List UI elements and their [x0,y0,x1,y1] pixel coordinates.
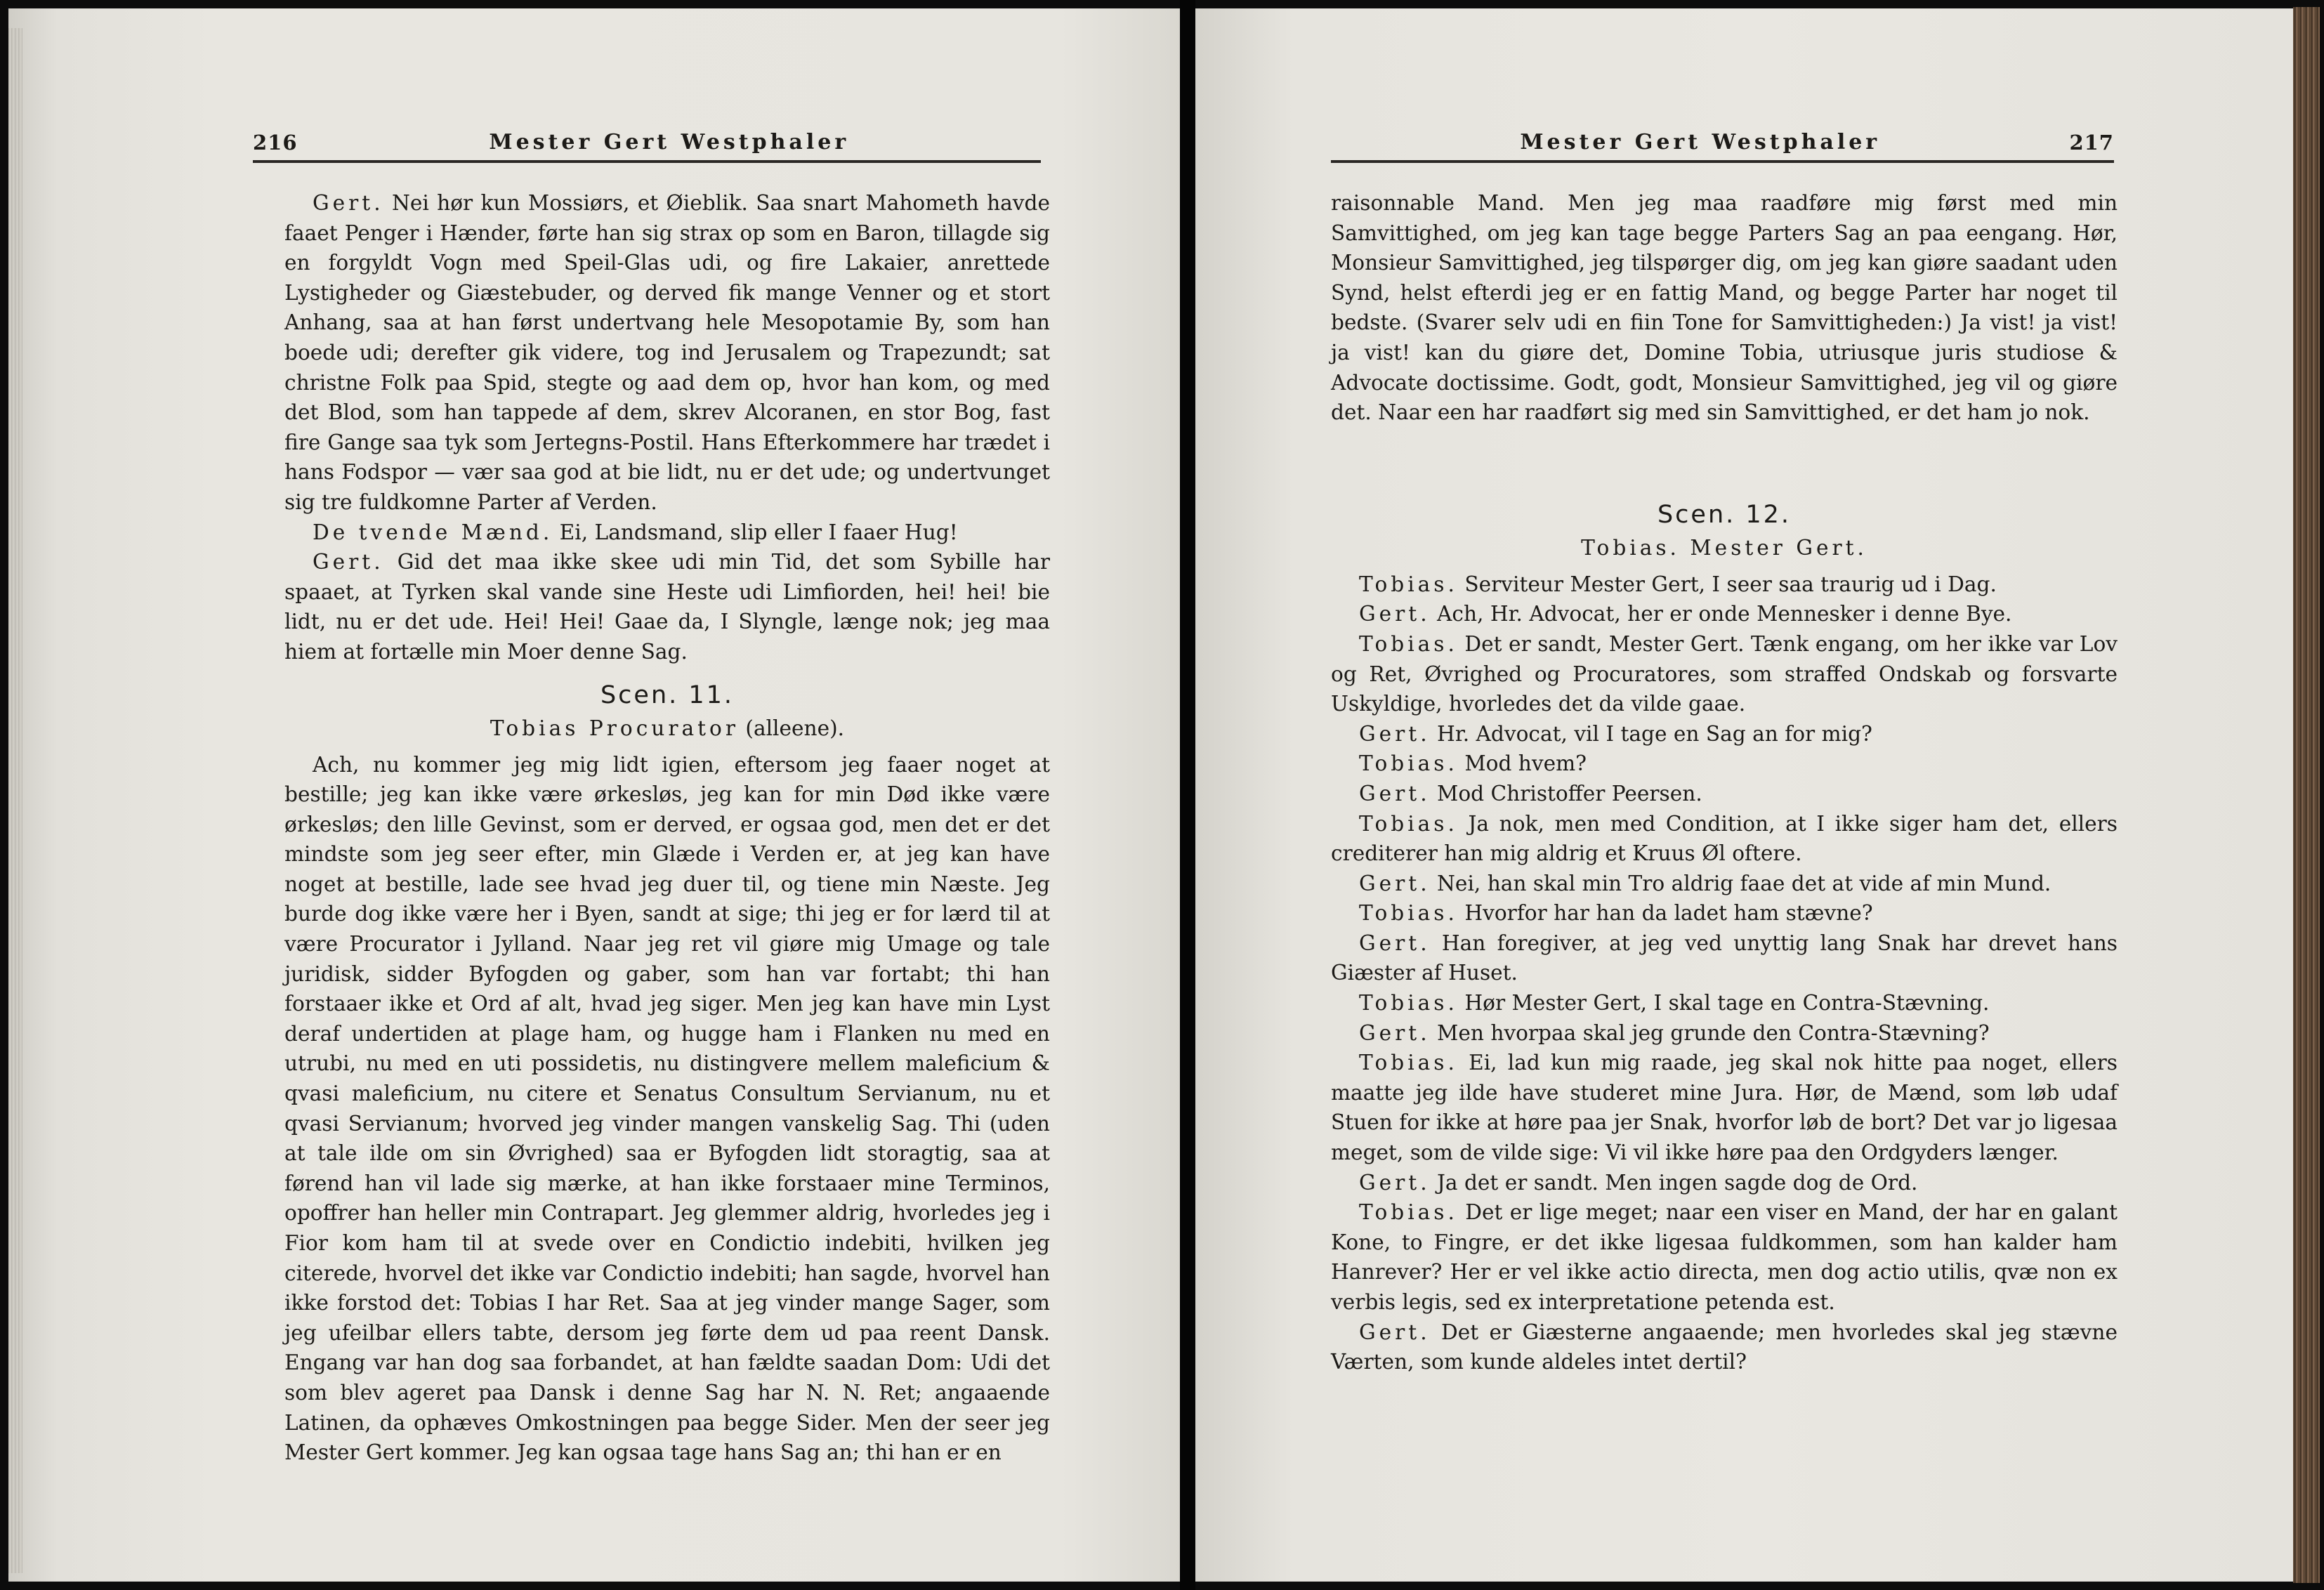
dialogue-line [1331,599,2118,629]
dialogue-line [1331,1018,2118,1049]
speech-text: Ja det er sandt. Men ingen sagde dog de Ord. [1437,1170,1918,1195]
speech-paragraph [284,547,1050,666]
speech-text: Hr. Advocat, vil I tage en Sag an for mig? [1437,721,1872,746]
speech-text: Ei, lad kun mig raade, jeg skal nok hitte paa noget, ellers maatte jeg ilde have studeret mine Jura. Hør, de Mænd, som løb udaf Stuen for ikke at høre paa jer Snak, hvorfor løb de bort? Det var jo ligesaa meget, som de vilde sige: Vi vil ikke høre paa den Ordgyders længer. [1331,1051,2118,1165]
speech-text: Mod hvem? [1464,751,1587,776]
dialogue-line [1331,809,2118,869]
speaker-name: Tobias. [1359,901,1458,926]
dialogue-line [1331,898,2118,928]
scene-persons: Tobias. Mester Gert. [1581,535,1867,560]
dialogue-line [1331,570,2118,600]
dialogue-line [1331,719,2118,749]
right-running-head: Mester Gert Westphaler [1520,130,1881,155]
speech-text: Det er Giæsterne angaaende; men hvorledes skal jeg stævne Værten, som kunde aldeles intet dertil? [1331,1320,2118,1374]
speaker-name: Tobias. [1359,991,1458,1016]
right-page-header [1331,130,2114,163]
speech-text: Men hvorpaa skal jeg grunde den Contra-Stævning? [1437,1020,1990,1045]
dialogue-line [1331,629,2118,719]
speech-paragraph [284,188,1050,518]
speaker-name: Gert. [1359,1320,1431,1344]
speaker-name: Tobias. [1359,811,1458,836]
speech-text: Ach, Hr. Advocat, her er onde Mennesker i denne Bye. [1437,602,2012,626]
speaker-name: Gert. [1359,1170,1431,1195]
speech-text: Nei, han skal min Tro aldrig faae det at vide af min Mund. [1437,871,2051,895]
speaker-name: Gert. [1359,781,1431,806]
speech-text: Det er lige meget; naar een viser en Mand, der har en galant Kone, to Fingre, er det ikke ligesaa fuldkommen, som han kalder ham Hanrever? Her er vel ikke actio directa, men dog actio utilis, qvæ non ex verbis legis, sed ex interpretatione petenda est. [1331,1200,2118,1314]
speaker-name: Tobias. [1359,751,1458,776]
scene-heading: Scen. 11. [600,681,735,709]
left-page-number: 216 [253,131,298,155]
speech-text: Serviteur Mester Gert, I seer saa traurig ud i Dag. [1464,572,1997,596]
speaker-name: Tobias. [1359,1200,1458,1225]
dialogue-line [1331,1318,2118,1377]
speaker-name: Gert. [313,550,384,574]
right-page-text [1331,188,2118,1377]
speech-text: Nei hør kun Mossiørs, et Øieblik. Saa snart Mahometh havde faaet Penger i Hænder, førte han sig strax op som en Baron, tillagde sig en forgyldt Vogn med Speil-Glas udi, og fire Lakaier, anrettede Lystigheder og Giæstebuder, og derved fik mange Venner og et stort Anhang, saa at han først undertvang hele Mesopotamie By, som han boede udi; derefter gik videre, tog ind Jerusalem og Trapezundt; sat christne Folk paa Spid, stegte og aad dem op, hvor han kom, og med det Blod, som han tappede af dem, skrev Alcoranen, en stor Bog, fast fire Gange saa tyk som Jertegns-Postil. Hans Efterkommere har trædet i hans Fodspor — vær saa god at bie lidt, nu er det ude; og undertvunget sig tre fuldkomne Parter af Verden. [284,191,1050,514]
speaker-name: Gert. [1359,931,1431,955]
persons-note: (alleene). [745,716,845,740]
speech-text: Det er sandt, Mester Gert. Tænk engang, om her ikke var Lov og Ret, Øvrighed og Procuratores, som straffed Ondskab og forsvarte Uskyldige, hvorledes det da vilde gaae. [1331,631,2118,716]
speaker-name: Gert. [1359,1020,1431,1045]
monologue-paragraph: Ach, nu kommer jeg mig lidt igien, eftersom jeg faaer noget at bestille; jeg kan ikke være ørkesløs, jeg kan for min Død ikke være ørkesløs; den lille Gevinst, som er derved, er ogsaa god, men det er det mindste som jeg seer efter, min Glæde i Verden er, at jeg kan have noget at bestille, lade see hvad jeg duer til, og tiene min Næste. Jeg burde dog ikke være her i Byen, sandt at sige; thi jeg er for lærd til at være Procurator i Jylland. Naar jeg ret vil giøre mig Umage og tale juridisk, sidder Byfogden og gaber, som han var fortabt; thi han forstaaer ikke et Ord af alt, hvad jeg siger. Men jeg kan have min Lyst deraf undertiden at plage ham, og hugge ham i Flanken nu med en utrubi, nu med en uti possidetis, nu distingvere mellem maleficium & qvasi maleficium, nu citere et Senatus Consultum Servianum, nu et qvasi Servianum; hvorved jeg vinder mangen vanskelig Sag. Thi (uden at tale ilde om sin Øvrighed) saa er Byfogden lidt storagtig, saa at førend han vil lade sig mærke, at han ikke forstaaer mine Terminos, opoffrer han heller min Contrapart. Jeg glemmer aldrig, hvorledes jeg i Fior kom ham til at svede over en Condictio indebiti, hvilken jeg citerede, hvorvel det ikke var Condictio indebiti; han sagde, hvorvel han ikke forstod det: Tobias I har Ret. Saa at jeg vinder mange Sager, som jeg ufeilbar ellers tabte, dersom jeg førte dem ud paa reent Dansk. Engang var han dog saa forbandet, at han fældte saadan Dom: Udi det som blev ageret paa Dansk i denne Sag har N. N. Ret; angaaende Latinen, da ophæves Omkostningen paa begge Sider. Men der seer jeg Mester Gert kommer. Jeg kan ogsaa tage hans Sag an; thi han er en [284,752,1050,1465]
dialogue-line [1331,1197,2118,1317]
continuation-paragraph: raisonnable Mand. Men jeg maa raadføre mig først med min Samvittighed, om jeg kan tage begge Parters Sag an paa eengang. Hør, Monsieur Samvittighed, jeg tilspørger dig, om jeg kan giøre saadant uden Synd, helst efterdi jeg er en fattig Mand, og begge Parter har noget til bedste. (Svarer selv udi en fiin Tone for Samvittigheden:) Ja vist! ja vist! ja vist! kan du giøre det, Domine Tobia, utriusque juris studiose & Advocate doctissime. Godt, godt, Monsieur Samvittighed, jeg vil og giøre det. Naar een har raadført sig med sin Samvittighed, er det ham jo nok. [1331,191,2118,425]
speech-text: Han foregiver, at jeg ved unyttig lang Snak har drevet hans Giæster af Huset. [1331,931,2118,985]
speech-text: Hvorfor har han da ladet ham stævne? [1464,901,1873,926]
scene-heading: Scen. 12. [1657,500,1792,529]
speaker-name: Gert. [313,191,384,215]
speech-text: Ja nok, men med Condition, at I ikke siger ham det, ellers crediterer han mig aldrig et Kruus Øl oftere. [1331,811,2118,866]
left-page-header [253,130,1041,163]
right-fore-edge [2293,7,2320,1583]
speaker-name: Tobias. [1359,572,1458,596]
speech-text: Mod Christoffer Peersen. [1437,781,1702,806]
dialogue-line [1331,928,2118,988]
persons-name: Tobias Procurator [490,716,739,740]
speech-text: Gid det maa ikke skee udi min Tid, det som Sybille har spaaet, at Tyrken skal vande sine Heste udi Limfiorden, hei! hei! bie lidt, nu er det ude. Hei! Hei! Gaae da, I Slyngle, længe nok; jeg maa hiem at fortælle min Moer denne Sag. [284,550,1050,664]
dialogue-line [1331,988,2118,1018]
dialogue-line [1331,1048,2118,1167]
speaker-name: Gert. [1359,602,1431,626]
left-running-head: Mester Gert Westphaler [489,130,850,155]
speaker-name: Tobias. [1359,631,1458,656]
book-gutter [1180,0,1195,1590]
speech-text: Hør Mester Gert, I skal tage en Contra-Stævning. [1464,991,1990,1016]
dialogue-line [1331,1168,2118,1198]
speaker-name: De tvende Mænd. [313,520,553,544]
section-gap [1331,428,2118,487]
speech-text: Ei, Landsmand, slip eller I faaer Hug! [559,520,958,544]
speaker-name: Gert. [1359,721,1431,746]
left-page-edge [8,28,22,1573]
dialogue-list [1331,570,2118,1377]
dialogue-line [1331,869,2118,899]
speech-paragraph [284,518,1050,548]
dialogue-line [1331,749,2118,779]
speaker-name: Gert. [1359,871,1431,895]
dialogue-line [1331,779,2118,809]
scene-persons [284,712,1050,744]
left-page-text [284,188,1050,1468]
right-page-number: 217 [2069,131,2114,155]
speaker-name: Tobias. [1359,1051,1458,1075]
